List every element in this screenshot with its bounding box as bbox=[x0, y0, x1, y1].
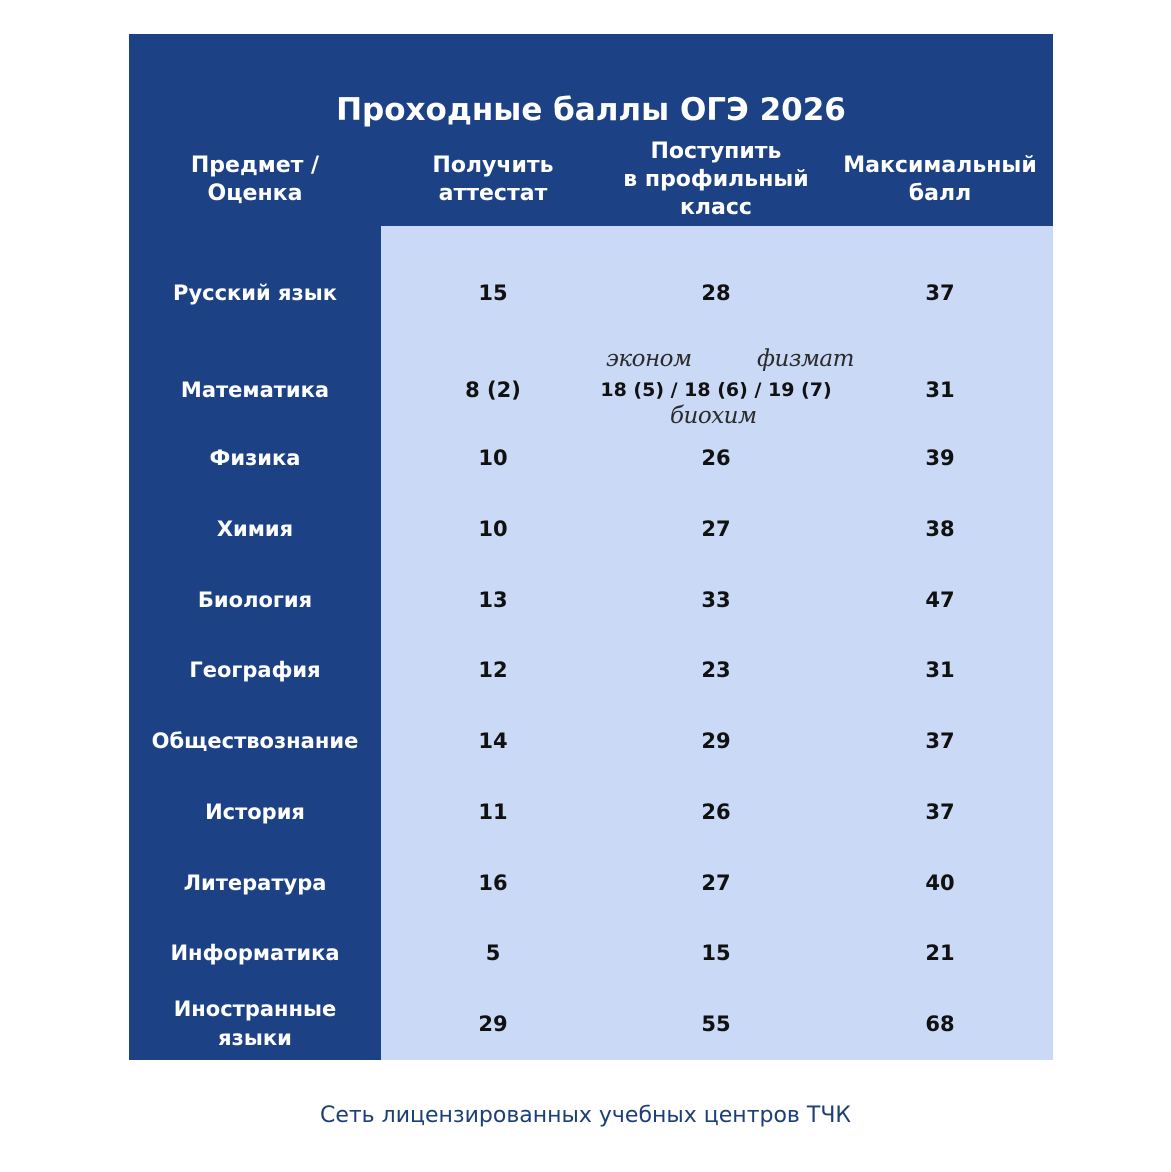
cell-attestat bbox=[381, 994, 605, 1054]
cell-attestat-value: 8 (2) bbox=[465, 378, 521, 402]
cell-profile-value: 27 bbox=[701, 871, 731, 895]
cell-subject bbox=[129, 923, 381, 983]
cell-subject bbox=[129, 263, 381, 323]
cell-profile-value: 55 bbox=[701, 1012, 731, 1036]
cell-subject bbox=[129, 499, 381, 559]
cell-max-value: 40 bbox=[925, 871, 955, 895]
cell-subject bbox=[129, 428, 381, 488]
cell-profile bbox=[605, 782, 827, 842]
column-header-max bbox=[827, 138, 1053, 222]
cell-max bbox=[827, 782, 1053, 842]
cell-max-value: 37 bbox=[925, 729, 955, 753]
cell-subject bbox=[129, 570, 381, 630]
cell-profile bbox=[605, 994, 827, 1054]
cell-max bbox=[827, 994, 1053, 1054]
cell-subject-value: Иностранные языки bbox=[173, 997, 337, 1050]
column-header-attestat bbox=[381, 138, 605, 222]
cell-attestat-value: 16 bbox=[478, 871, 508, 895]
cell-subject bbox=[129, 640, 381, 700]
column-header-attestat-label: Получить аттестат bbox=[432, 153, 554, 206]
cell-subject bbox=[129, 360, 381, 420]
cell-attestat bbox=[381, 923, 605, 983]
cell-attestat bbox=[381, 782, 605, 842]
cell-subject-value: География bbox=[189, 657, 321, 682]
cell-profile-value: 28 bbox=[701, 281, 731, 305]
cell-max bbox=[827, 853, 1053, 913]
cell-max-value: 37 bbox=[925, 800, 955, 824]
cell-subject bbox=[129, 782, 381, 842]
cell-profile bbox=[605, 263, 827, 323]
cell-subject bbox=[129, 994, 381, 1054]
cell-attestat-value: 10 bbox=[478, 517, 508, 541]
column-header-profile bbox=[605, 134, 827, 226]
cell-max bbox=[827, 499, 1053, 559]
cell-profile-value: 26 bbox=[701, 446, 731, 470]
cell-subject-value: Литература bbox=[183, 870, 327, 895]
cell-attestat bbox=[381, 428, 605, 488]
cell-max bbox=[827, 640, 1053, 700]
cell-subject-value: Информатика bbox=[170, 940, 340, 965]
cell-attestat bbox=[381, 360, 605, 420]
cell-max-value: 31 bbox=[925, 378, 955, 402]
cell-profile-value: 26 bbox=[701, 800, 731, 824]
cell-profile bbox=[605, 428, 827, 488]
cell-subject bbox=[129, 711, 381, 771]
cell-max-value: 21 bbox=[925, 941, 955, 965]
cell-attestat bbox=[381, 640, 605, 700]
cell-subject-value: Физика bbox=[209, 445, 301, 470]
cell-max-value: 37 bbox=[925, 281, 955, 305]
cell-attestat-value: 15 bbox=[478, 281, 508, 305]
handwritten-note-fizmat: физмат bbox=[757, 346, 854, 372]
cell-subject-value: Обществознание bbox=[151, 728, 359, 753]
cell-profile bbox=[605, 711, 827, 771]
cell-attestat-value: 10 bbox=[478, 446, 508, 470]
cell-attestat-value: 13 bbox=[478, 588, 508, 612]
cell-max bbox=[827, 711, 1053, 771]
cell-profile-value: 15 bbox=[701, 941, 731, 965]
footer-text: Сеть лицензированных учебных центров ТЧК bbox=[319, 1103, 852, 1128]
cell-subject-value: Математика bbox=[180, 377, 330, 402]
cell-max-value: 39 bbox=[925, 446, 955, 470]
cell-max-value: 68 bbox=[925, 1012, 955, 1036]
cell-max-value: 31 bbox=[925, 658, 955, 682]
cell-attestat-value: 11 bbox=[478, 800, 508, 824]
cell-max bbox=[827, 360, 1053, 420]
cell-max bbox=[827, 263, 1053, 323]
cell-max-value: 38 bbox=[925, 517, 955, 541]
cell-profile-value: 29 bbox=[701, 729, 731, 753]
cell-attestat bbox=[381, 853, 605, 913]
page-title: Проходные баллы ОГЭ 2026 bbox=[336, 92, 846, 128]
cell-attestat-value: 5 bbox=[485, 941, 501, 965]
cell-profile bbox=[605, 640, 827, 700]
cell-max bbox=[827, 570, 1053, 630]
cell-max-value: 47 bbox=[925, 588, 955, 612]
cell-subject-value: Химия bbox=[216, 516, 294, 541]
cell-profile bbox=[605, 570, 827, 630]
cell-profile-value: 27 bbox=[701, 517, 731, 541]
column-header-subject-label: Предмет / Оценка bbox=[190, 153, 320, 206]
column-header-profile-label: Поступить в профильный класс bbox=[623, 139, 809, 220]
cell-subject-value: Биология bbox=[197, 587, 313, 612]
cell-subject-value: История bbox=[205, 799, 305, 824]
cell-max bbox=[827, 923, 1053, 983]
column-header-max-label: Максимальный балл bbox=[843, 153, 1037, 206]
handwritten-note-biohim: биохим bbox=[670, 403, 757, 429]
cell-profile bbox=[605, 853, 827, 913]
column-header-subject bbox=[129, 138, 381, 222]
cell-attestat bbox=[381, 570, 605, 630]
cell-profile bbox=[605, 499, 827, 559]
cell-attestat-value: 12 bbox=[478, 658, 508, 682]
cell-attestat bbox=[381, 499, 605, 559]
cell-attestat bbox=[381, 263, 605, 323]
cell-profile bbox=[605, 923, 827, 983]
cell-max bbox=[827, 428, 1053, 488]
cell-attestat bbox=[381, 711, 605, 771]
handwritten-note-econom: эконом bbox=[606, 346, 692, 372]
cell-attestat-value: 29 bbox=[478, 1012, 508, 1036]
cell-profile-value: 23 bbox=[701, 658, 731, 682]
cell-profile-value: 18 (5) / 18 (6) / 19 (7) bbox=[600, 379, 832, 401]
cell-profile-value: 33 bbox=[701, 588, 731, 612]
cell-subject-value: Русский язык bbox=[173, 280, 337, 305]
cell-attestat-value: 14 bbox=[478, 729, 508, 753]
cell-subject bbox=[129, 853, 381, 913]
scores-card bbox=[129, 34, 1053, 1060]
